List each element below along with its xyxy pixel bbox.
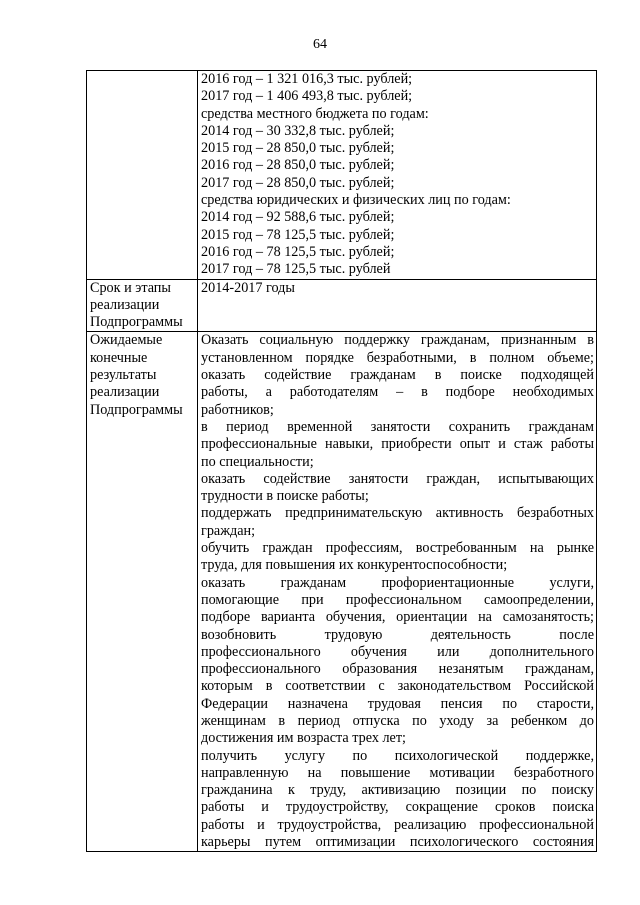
row-label-line: реализации — [90, 296, 160, 313]
content-line — [201, 297, 594, 314]
content-line: 2015 год – 28 850,0 тыс. рублей; — [201, 140, 395, 157]
content-line: карьеры путем оптимизации психологического состояния — [201, 834, 594, 851]
content-line: подборе варианта обучения, ориентации на самозанятость; — [201, 609, 594, 626]
content-line: работы и трудоустройства, реализацию профессиональной — [201, 816, 594, 833]
content-line: направленную на повышение мотивации безработного — [201, 764, 594, 781]
content-line: достижения им возраста трех лет; — [201, 730, 406, 747]
content-line: 2014 год – 92 588,6 тыс. рублей; — [201, 209, 395, 226]
content-line: помогающие при профессиональном самоопределении, — [201, 591, 594, 608]
content-line: работы и трудоустройству, сокращение сроков поиска — [201, 799, 594, 816]
row-label-line: результаты — [90, 367, 157, 384]
content-line: профессиональные навыки, приобрести опыт и стаж работы — [201, 436, 594, 453]
content-line: обучить граждан профессиям, востребованным на рынке — [201, 540, 594, 557]
content-line: 2014 год – 30 332,8 тыс. рублей; — [201, 122, 395, 139]
content-line: 2017 год – 78 125,5 тыс. рублей — [201, 261, 391, 278]
content-line: оказать гражданам профориентационные услуги, — [201, 574, 594, 591]
page-number: 64 — [313, 37, 327, 52]
content-line: получить услугу по психологической поддержке, — [201, 747, 594, 764]
row-label-cell — [87, 71, 198, 280]
content-line: профессионального обучения или дополнительного — [201, 643, 594, 660]
row-label-cell — [87, 279, 198, 332]
content-line: 2017 год – 28 850,0 тыс. рублей; — [201, 174, 395, 191]
content-line: по специальности; — [201, 453, 314, 470]
content-line — [201, 314, 594, 331]
content-line: 2015 год – 78 125,5 тыс. рублей; — [201, 226, 395, 243]
table-body — [87, 71, 597, 852]
content-line: возобновить трудовую деятельность после — [201, 626, 594, 643]
content-line: в период временной занятости сохранить гражданам — [201, 418, 594, 435]
row-label-line: Подпрограммы — [90, 401, 183, 418]
row-content-cell — [198, 332, 597, 852]
content-line: профессионального образования незанятым гражданам, — [201, 661, 594, 678]
content-line: гражданина к труду, активизацию позиции по поиску — [201, 782, 594, 799]
table-row — [87, 71, 597, 280]
content-line: 2014-2017 годы — [201, 279, 295, 296]
content-line: средства юридических и физических лиц по годам: — [201, 192, 511, 209]
content-line: женщинам в период отпуска по уходу за ребенком до — [201, 712, 594, 729]
row-label-cell — [87, 332, 198, 852]
content-line: которым в соответствии с законодательством Российской — [201, 678, 594, 695]
content-line: оказать содействие гражданам в поиске подходящей — [201, 367, 594, 384]
content-line: средства местного бюджета по годам: — [201, 105, 429, 122]
content-line: трудности в поиске работы; — [201, 488, 369, 505]
program-passport-table — [86, 70, 597, 852]
row-label-line: Ожидаемые — [90, 332, 163, 349]
content-line: поддержать предпринимательскую активность безработных — [201, 505, 594, 522]
row-content-cell — [198, 279, 597, 332]
row-label-line: Подпрограммы — [90, 314, 183, 331]
content-line: 2016 год – 1 321 016,3 тыс. рублей; — [201, 71, 413, 87]
row-content-cell — [198, 71, 597, 280]
content-line: оказать содействие занятости граждан, испытывающих — [201, 470, 594, 487]
content-line: работников; — [201, 401, 274, 418]
row-label-line: реализации — [90, 384, 160, 401]
content-line: Федерации назначена трудовая пенсия по старости, — [201, 695, 594, 712]
row-label-line: Срок и этапы — [90, 279, 171, 296]
content-line: работы, а работодателям – в подборе необходимых — [201, 384, 594, 401]
content-line: Оказать социальную поддержку гражданам, признанным в — [201, 332, 594, 349]
table-row — [87, 332, 597, 852]
content-line: 2016 год – 78 125,5 тыс. рублей; — [201, 243, 395, 260]
row-label-line: конечные — [90, 349, 148, 366]
content-line: труда, для повышения их конкурентоспособности; — [201, 557, 508, 574]
content-line: 2016 год – 28 850,0 тыс. рублей; — [201, 157, 395, 174]
content-line: граждан; — [201, 522, 256, 539]
table-row — [87, 279, 597, 332]
content-line: установленном порядке безработными, в полном объеме; — [201, 349, 594, 366]
content-line: 2017 год – 1 406 493,8 тыс. рублей; — [201, 88, 413, 105]
